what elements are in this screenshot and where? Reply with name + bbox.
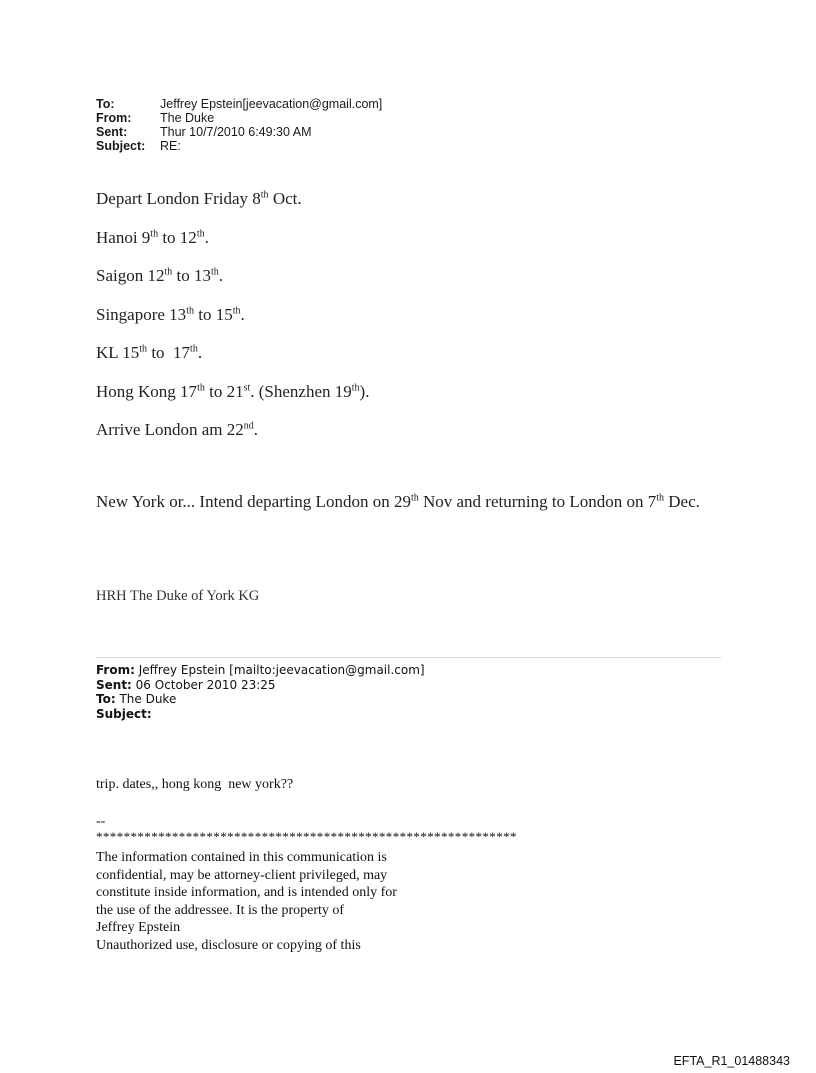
- original-subject-row: [96, 707, 425, 722]
- original-sent-value: 06 October 2010 23:25: [131, 677, 276, 692]
- ordinal-suffix: th: [190, 343, 198, 355]
- original-to-label: To:: [96, 692, 116, 706]
- ordinal-suffix: th: [196, 227, 205, 239]
- disclaimer-line: constitute inside information, and is intended only for: [96, 885, 397, 900]
- itinerary-line-hongkong: [96, 382, 369, 402]
- itinerary-line-depart: [96, 189, 369, 209]
- from-label: From:: [96, 111, 132, 125]
- itinerary-text: . (Shenzhen 19: [250, 381, 352, 401]
- sent-value: Thur 10/7/2010 6:49:30 AM: [160, 125, 312, 139]
- document-id: EFTA_R1_01488343: [673, 1054, 790, 1068]
- original-to-value: The Duke: [115, 692, 177, 706]
- ordinal-suffix: th: [260, 189, 269, 201]
- subject-value: RE:: [160, 139, 181, 153]
- newyork-paragraph: [96, 491, 736, 512]
- ordinal-suffix: th: [164, 266, 173, 278]
- itinerary-text: Arrive London am 22: [96, 420, 244, 439]
- itinerary-text: Oct.: [268, 189, 302, 208]
- from-value: The Duke: [160, 111, 215, 125]
- disclaimer: [96, 849, 397, 954]
- disclaimer-line: the use of the addressee. It is the property of: [96, 902, 345, 918]
- ordinal-suffix: th: [197, 381, 205, 393]
- itinerary-text: to 12: [158, 227, 197, 247]
- original-body: trip. dates,, hong kong new york??: [96, 777, 294, 792]
- header-subject-row: [96, 139, 382, 153]
- ordinal-suffix: th: [139, 343, 148, 355]
- newyork-text: Nov and returning to London on 7: [418, 492, 657, 511]
- itinerary-text: .: [240, 304, 245, 324]
- sent-label: Sent:: [96, 125, 128, 139]
- disclaimer-line: confidential, may be attorney-client privileged, may: [96, 867, 388, 883]
- newyork-text: New York or... Intend departing London on 29: [96, 492, 411, 511]
- itinerary-line-singapore: [96, 305, 369, 325]
- itinerary-text: to 21: [204, 381, 244, 401]
- header-from-row: [96, 111, 382, 125]
- ordinal-suffix: th: [232, 304, 241, 316]
- itinerary-text: .: [253, 420, 259, 439]
- ordinal-suffix: st: [243, 381, 251, 393]
- ordinal-suffix: th: [351, 381, 360, 393]
- asterisk-separator: *************************************************************: [96, 829, 517, 844]
- original-sent-row: [96, 678, 425, 693]
- itinerary-text: Singapore 13: [96, 304, 187, 324]
- disclaimer-line: Unauthorized use, disclosure or copying of this: [96, 937, 361, 953]
- original-from-value: Jeffrey Epstein [mailto:jeevacation@gmail.com]: [134, 663, 425, 677]
- itinerary-text: to 17: [147, 343, 191, 362]
- header-sent-row: [96, 125, 382, 139]
- itinerary-text: .: [197, 343, 203, 362]
- original-subject-label: Subject:: [96, 706, 152, 721]
- itinerary-line-kl: [96, 343, 369, 363]
- signature: HRH The Duke of York KG: [96, 588, 260, 604]
- itinerary-text: KL 15: [96, 343, 140, 362]
- original-message-header: [96, 663, 425, 721]
- original-from-label: From:: [96, 663, 135, 677]
- itinerary-text: to 13: [172, 266, 211, 285]
- disclaimer-line: The information contained in this communication is: [96, 850, 387, 865]
- ordinal-suffix: th: [410, 492, 419, 504]
- ordinal-suffix: th: [211, 266, 219, 278]
- email-header: [96, 97, 382, 153]
- original-from-row: [96, 663, 425, 678]
- disclaimer-line: Jeffrey Epstein: [96, 920, 181, 935]
- ordinal-suffix: th: [186, 304, 194, 316]
- itinerary-line-arrive: [96, 420, 369, 440]
- itinerary-text: to 15: [193, 304, 233, 324]
- itinerary-text: Depart London Friday 8: [96, 189, 261, 208]
- itinerary-line-saigon: [96, 266, 369, 286]
- itinerary: [96, 189, 369, 459]
- ordinal-suffix: th: [656, 492, 665, 504]
- itinerary-text: Saigon 12: [96, 266, 165, 285]
- quote-divider: [96, 657, 721, 658]
- itinerary-text: ).: [359, 381, 370, 401]
- ordinal-suffix: th: [150, 227, 159, 239]
- itinerary-line-hanoi: [96, 228, 369, 248]
- itinerary-text: .: [204, 227, 209, 247]
- header-to-row: [96, 97, 382, 111]
- itinerary-text: Hong Kong 17: [96, 381, 198, 401]
- newyork-text: Dec.: [664, 492, 700, 511]
- original-sent-label: Sent:: [96, 677, 132, 692]
- itinerary-text: Hanoi 9: [96, 227, 151, 247]
- subject-label: Subject:: [96, 139, 146, 153]
- to-label: To:: [96, 97, 115, 111]
- original-to-row: [96, 692, 425, 707]
- signature-dash: --: [96, 814, 106, 829]
- itinerary-text: .: [218, 266, 224, 285]
- to-value: Jeffrey Epstein[jeevacation@gmail.com]: [160, 97, 383, 111]
- ordinal-suffix: nd: [243, 420, 254, 432]
